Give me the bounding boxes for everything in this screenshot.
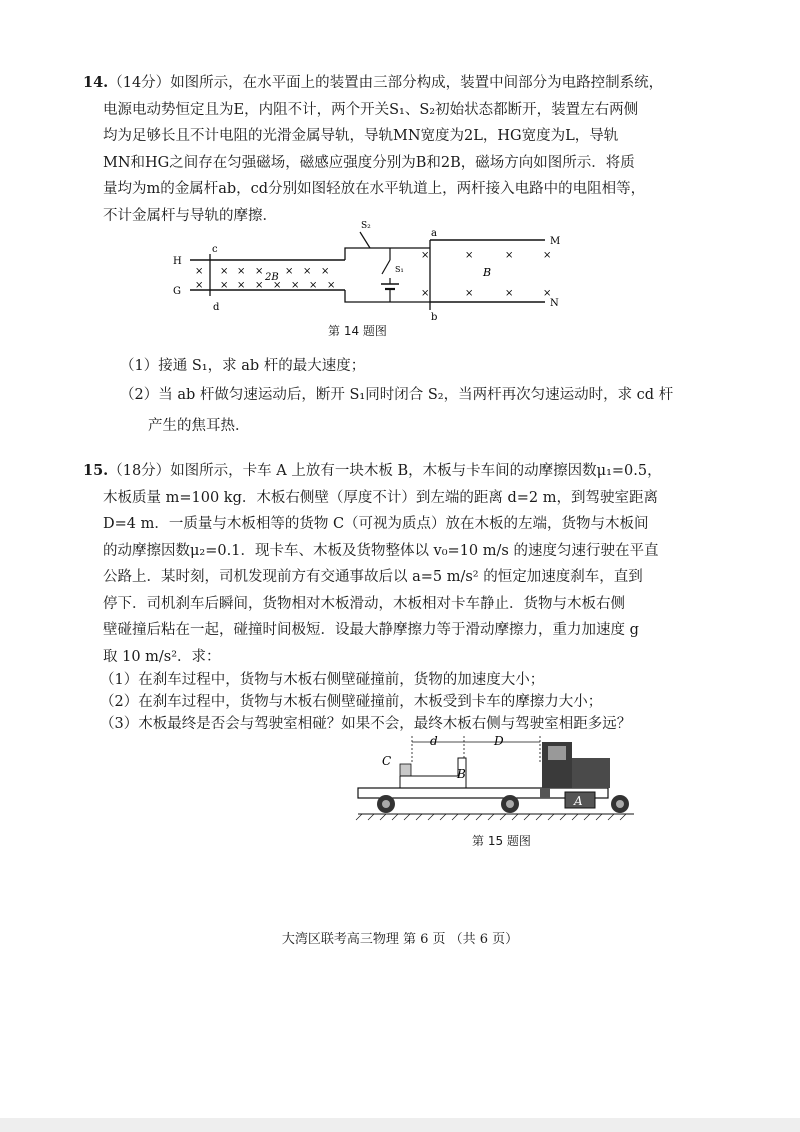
q14-sub2-line-2: 产生的焦耳热． [148,417,250,434]
cross: × [195,266,204,277]
cross: × [220,280,229,291]
cross: × [465,250,474,261]
truck-hood [572,758,610,788]
q14-sub2 [120,382,760,439]
q14-line-3: 均为足够长且不计电阻的光滑金属导轨，导轨MN宽度为2L，HG宽度为L，导轨 [103,128,619,144]
cab-window [548,746,566,760]
scan-edge [0,1118,800,1132]
label-h: H [173,256,182,267]
cross: × [465,288,474,299]
label-m: M [550,236,561,247]
q14-number: 14. [83,74,109,91]
label-g: G [173,286,181,297]
q15-line-3: D=4 m．一质量与木板相等的货物 C（可视为质点）放在木板的左端，货物与木板间 [103,516,649,532]
label-s2: S₂ [361,221,371,231]
q15-points: （18分） [108,463,171,479]
q15-line-7: 壁碰撞后粘在一起，碰撞时间极短．设最大静摩擦力等于滑动摩擦力，重力加速度 g [103,622,639,638]
cross: × [321,266,330,277]
ground-hatch [356,814,626,820]
q15-line-2: 木板质量 m=100 kg．木板右侧壁（厚度不计）到左端的距离 d=2 m，到驾驶室距离 [103,489,658,506]
cross: × [237,280,246,291]
cross: × [505,288,514,299]
question-14 [83,70,783,229]
cross: × [237,266,246,277]
label-d: d [213,302,220,313]
q15-line-8: 取 10 m/s²．求： [103,648,221,665]
label-d: d [430,734,438,748]
q14-line-5: 量均为m的金属杆ab，cd分别如图轻放在水平轨道上，两杆接入电路中的电阻相等， [103,181,646,197]
q14-points: （14分） [108,75,171,91]
cross: × [255,266,264,277]
wire-top [345,248,390,260]
cross: × [543,250,552,261]
wheel-hub [506,800,514,808]
q14-line-6: 不计金属杆与导轨的摩擦． [103,207,277,224]
cross: × [220,266,229,277]
cross: × [421,250,430,261]
bed-bracket [540,788,550,798]
q15-subquestions [100,669,740,735]
q14-line-4: MN和HG之间存在匀强磁场，磁感应强度分别为B和2B，磁场方向如图所示．将质 [103,154,635,171]
label-D: D [494,734,504,748]
label-b: B [457,767,466,781]
cargo-c [400,764,411,776]
question-15 [83,458,783,670]
label-b: b [431,312,438,323]
cross: × [327,280,336,291]
q15-figure [350,728,640,832]
cross: × [291,280,300,291]
q15-line-4: 的动摩擦因数μ₂=0.1．现卡车、木板及货物整体以 v₀=10 m/s 的速度匀速行驶在平直 [103,542,659,559]
cross: × [303,266,312,277]
cross: × [195,280,204,291]
wire-bottom [345,290,430,302]
q14-line-1: 14.（14分）如图所示，在水平面上的装置由三部分构成，装置中间部分为电路控制系统， [83,74,664,91]
label-c: c [212,244,218,255]
label-a: a [431,228,437,239]
label-c: C [382,754,392,768]
label-b-field: B [483,266,492,279]
cross: × [421,288,430,299]
q14-figure-caption: 第 14 题图 [328,324,387,338]
q15-number: 15. [83,462,109,479]
cross: × [543,288,552,299]
wheel-hub [382,800,390,808]
q15-sub1: （1）在刹车过程中，货物与木板右侧壁碰撞前，货物的加速度大小； [100,672,545,688]
q14-figure [165,218,585,326]
q15-figure-caption: 第 15 题图 [472,834,531,848]
q14-sub1: （1）接通 S₁，求 ab 杆的最大速度； [120,358,366,374]
wheel-hub [616,800,624,808]
q14-line-2: 电源电动势恒定且为E，内阻不计，两个开关S₁、S₂初始状态都断开，装置左右两侧 [103,101,639,118]
cross: × [273,280,282,291]
q14-sub2-line-1: （2）当 ab 杆做匀速运动后，断开 S₁同时闭合 S₂，当两杆再次匀速运动时，求 cd 杆 [120,387,674,403]
cross: × [309,280,318,291]
label-n: N [550,298,559,309]
switch-s2 [360,232,370,248]
q15-line-5: 公路上．某时刻，司机发现前方有交通事故后以 a=5 m/s² 的恒定加速度刹车，直到 [103,569,643,585]
q15-line-6: 停下．司机刹车后瞬间，货物相对木板滑动，木板相对卡车静止．货物与木板右侧 [103,595,625,612]
q15-line-1: 15.（18分）如图所示，卡车 A 上放有一块木板 B，木板与卡车间的动摩擦因数μ₁=0.5， [83,462,662,479]
label-s1: S₁ [395,265,404,274]
cross: × [255,280,264,291]
q15-sub2: （2）在刹车过程中，货物与木板右侧壁碰撞前，木板受到卡车的摩擦力大小； [100,694,603,710]
cross: × [505,250,514,261]
label-a: A [574,794,583,808]
cross: × [285,266,294,277]
label-2b: 2B [265,272,279,283]
q15-sub3: （3）木板最终是否会与驾驶室相碰？如果不会，最终木板右侧与驾驶室相距多远？ [100,716,632,732]
page-footer: 大湾区联考高三物理 第 6 页 （共 6 页） [281,932,519,947]
switch-s1 [382,260,390,274]
